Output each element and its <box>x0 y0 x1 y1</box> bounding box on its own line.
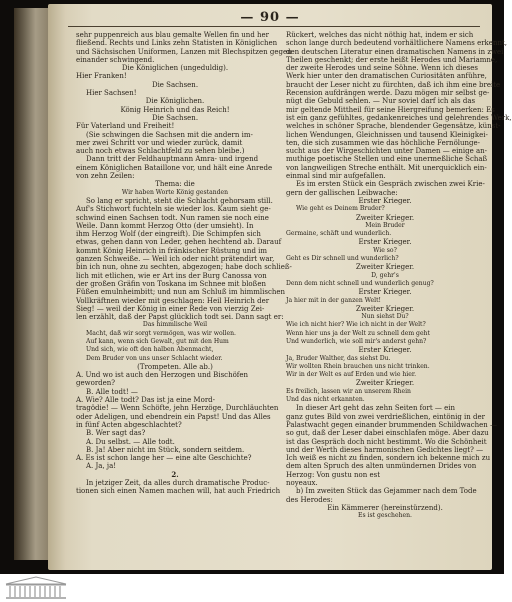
text-line: bin ich nun, ohne zu sechten, abgezogen; habe doch schließ- <box>76 263 292 272</box>
text-line: der großen Gräfin von Toskana im Schnee mit bloßen <box>76 279 266 288</box>
text-line: mir geltende Mittheil für seine Hiergreifung bemerken: Es <box>286 105 495 114</box>
text-line: Erster Krieger. <box>358 288 412 297</box>
text-line: tragödie! — Wenn Schöfte, jehn Herzöge, Durchläuchten <box>76 404 279 413</box>
text-line: und Sächsischen Uniformen, Lanzen mit Blechspitzen gegen <box>76 47 292 56</box>
text-line: B. Ja! Aber nicht im Stück, sondern seitdem. <box>86 445 245 454</box>
text-line: des Herodes: <box>286 495 333 504</box>
text-line: Theilen geschenkt; der erste heißt Herodes und Mariamne, <box>286 55 498 64</box>
text-line: Die Königlichen (ungeduldig). <box>121 64 229 73</box>
text-line: Erster Krieger. <box>358 346 412 355</box>
text-line: ist ein ganz gefühltes, gedankenreiches und gelehrendes Werk, <box>286 113 512 122</box>
text-line: Hier Franken! <box>76 72 127 81</box>
book-page <box>48 4 512 570</box>
text-line: von langweiligen Streche enthält. Mit unerquicklich ein- <box>286 163 487 172</box>
text-line: Erster Krieger. <box>358 196 412 205</box>
text-line: Hier Sachsen! <box>86 89 137 98</box>
text-line: Palastwacht gegen einander brummenden Schildwachen — <box>286 420 498 429</box>
library-logo-strip <box>0 574 504 602</box>
text-line: len erzählt, daß der Papst glücklich todt sei. Dann sagt er: <box>76 313 284 322</box>
text-line: oder Adeligen, und ebendrein ein Papst! Und das Alles <box>76 412 271 421</box>
text-line: Zweiter Krieger. <box>355 304 415 313</box>
text-line: So lang er spricht, steht die Schlacht gehorsam still. <box>86 196 273 205</box>
text-line: ist das Gespräch doch nicht bestimmt. Wo die Schönheit <box>286 437 487 446</box>
text-line: etwas, gehen dann von Leder, gehen hechtend ab. Darauf <box>76 238 282 247</box>
text-line: Ja hier mit in der ganzen Welt! <box>286 296 381 304</box>
text-line: Vollkräftnen wieder mit geschlagen: Heil Heinrich der <box>76 296 270 305</box>
text-line: ganz gutes Bild von zwei verdrießlichen, eintönig in der <box>286 412 486 421</box>
text-line: Ich weiß es nicht zu finden, sondern ich bekenne mich zu <box>286 454 491 463</box>
text-line: Macht, daß wir sorgt vermögen, was wir wollen. <box>86 329 236 337</box>
text-line: so gut, daß der Leser dabei einschlafen möge. Aber dazu <box>286 429 489 438</box>
text-line: Ein Kämmerer (hereinstürzend). <box>327 503 443 512</box>
text-line: Das himmlische Weil <box>142 321 208 329</box>
text-line: Recension aufdrängen werde. Dazu mögen mir selbst ge- <box>286 89 490 98</box>
text-line: kommt König Heinrich in fränkischer Rüstung und im <box>76 246 268 255</box>
left-page-edge <box>14 8 51 560</box>
page-number: — 90 — <box>240 10 300 25</box>
text-line: b) Im zweiten Stück das Gejammer nach dem Tode <box>296 487 477 496</box>
text-line: Für Vaterland und Freiheit! <box>76 122 175 131</box>
text-line: Mein Bruder <box>365 221 405 229</box>
text-line: Wir haben Worte König gestanden <box>121 188 229 196</box>
text-line: A. Du selbst. — Alle todt. <box>86 437 175 446</box>
text-line: König Heinrich und das Reich! <box>120 105 230 114</box>
text-line: In jetziger Zeit, da alles durch dramatische Produc- <box>86 479 270 488</box>
text-line: Werk hier unter den dramatischen Curiositäten anführe, <box>286 72 487 81</box>
text-line: Es im ersten Stück ein Gespräch zwischen zwei Krie- <box>296 180 485 189</box>
text-line: B. Wer sagt das? <box>86 429 146 438</box>
text-line: Denn dem nicht schnell und wunderlich genug? <box>286 279 434 287</box>
text-line: lich mit etlichen, wie er Art ins der Burg Canossa von <box>76 271 267 280</box>
text-line: Ja, Bruder Walther, das siehst Du. <box>286 354 391 362</box>
text-line: Zweiter Krieger. <box>355 379 415 388</box>
text-line: A. Ja, ja! <box>86 462 117 471</box>
text-line: Füßen emulnheimbitt; und nun am Schluß im himmlischen <box>76 288 286 297</box>
library-building-icon <box>4 576 68 600</box>
text-line: Rückert, welches das nicht nöthig hat, indem er sich <box>286 31 474 39</box>
text-line: Thema: die <box>155 180 195 189</box>
text-line: fließend. Rechts und Links zehn Statisten in Königlichen <box>76 39 278 48</box>
text-line: einem Königlichen Bataillone vor, und hält eine Anrede <box>76 163 273 172</box>
text-line: 2. <box>171 469 179 479</box>
text-line: D, gehr's <box>371 271 399 279</box>
text-line: auch noch etwas Schlachtfeld zu sehen bleibe.) <box>76 147 245 156</box>
text-line: Auf kann, wenn sich Gewalt, gut mit den Hum <box>86 337 229 345</box>
text-column-right <box>286 31 512 565</box>
text-line: mer zwei Schritt vor und wieder zurück, damit <box>76 138 243 147</box>
text-line: Herzog: Von gustu non est <box>286 470 381 479</box>
text-line: Und wunderlich, wie soll mir's anderst gehn? <box>286 337 427 345</box>
text-line: dem alten Spruch des alten unmündernen Drides von <box>286 462 477 471</box>
text-line: Auf's Stichwort fuchteln sie wieder los. Kaum sieht ge- <box>76 205 271 214</box>
text-line: sucht aus der Wirgeschichten unter Damen — einige an- <box>286 147 488 156</box>
text-line: ihm Herzog Wolf (der eingreift). Die Schimpfen sich <box>76 230 261 239</box>
text-line: Es freilich, lassen wir an unserem Rhein <box>286 387 411 395</box>
text-line: A. Wie? Alle todt? Das ist ja eine Mord- <box>76 396 216 405</box>
text-line: ten, die sich zusammen wie das höchliche Fernölunge- <box>286 138 481 147</box>
text-line: Sieg! — weil der König in einer Rede von vierzig Zei- <box>76 304 265 313</box>
text-line: Und das nicht erkannten. <box>286 396 365 404</box>
text-line: lichen Wendungen, Gleichnissen und tausend Kleinigkei- <box>286 130 488 139</box>
text-line: schwind einen Sachsen todt. Nun ramen sie noch eine <box>76 213 269 222</box>
text-line: B. Alle todt! — <box>86 387 138 396</box>
text-line: Zweiter Krieger. <box>355 263 415 272</box>
text-line: geworden? <box>76 379 116 388</box>
text-line: Wie geht es Deinem Bruder? <box>296 205 385 213</box>
text-line: in fünf Acten abgeschlachtet? <box>76 420 182 429</box>
text-line: A. Und wo ist auch den Herzogen und Bischöfen <box>76 371 249 380</box>
text-line: In dieser Art geht das zehn Seiten fort — ein <box>296 404 455 413</box>
text-line: Dann tritt der Feldhauptmann Amra- und irgend <box>86 155 259 164</box>
header-rule <box>68 26 480 27</box>
text-line: gern der gallischen Leibwache: <box>286 188 398 197</box>
text-line: Wir wollten Rhein brauchen uns nicht trinken. <box>286 362 430 370</box>
text-line: Wenn hier uns ja der Welt zu schnell dem geht <box>286 329 430 337</box>
text-line: Dem Bruder von uns unser Schlacht wieder. <box>86 354 223 362</box>
text-line: welches in schöner Sprache, blendender Gegensätze, künst- <box>286 122 501 131</box>
text-line: A. Es ist schon lange her — eine alte Geschichte? <box>76 454 252 463</box>
text-line: noyeaux. <box>286 479 318 488</box>
text-line: Und sich, wie oft den halben Abenmacht, <box>86 346 214 354</box>
text-line: Geht es Dir schnell und wunderlich? <box>286 255 399 263</box>
text-line: sehr puppenreich aus blau gemalte Wellen fin und her <box>76 31 270 39</box>
text-line: Nun siehst Du? <box>361 313 409 321</box>
text-line: Erster Krieger. <box>358 238 412 247</box>
text-line: und der Werth dieses harmonischen Gedichtes liegt? — <box>286 445 484 454</box>
text-line: Es ist geschehen. <box>358 512 412 520</box>
text-line: (Trompeten. Alle ab.) <box>137 362 213 371</box>
text-line: (Sie schwingen die Sachsen mit die andern im- <box>86 130 253 139</box>
text-line: schon lange durch bedeutend vorhältlichere Namens erkennt, <box>286 39 507 48</box>
text-line: einander schwingend. <box>76 55 155 64</box>
text-line: Wie so? <box>373 246 397 254</box>
text-line: Die Königlichen. <box>145 97 205 106</box>
text-line: muthige poetische Stellen und eine unermeßliche Schaß <box>286 155 488 164</box>
text-line: Wie ich nicht hier? Wie ich nicht in der Welt? <box>286 321 426 329</box>
text-line: einmal sind mir aufgefallen. <box>286 172 386 181</box>
text-line: Weile. Dann kommt Herzog Otto (der umsieht). In <box>76 221 254 230</box>
text-line: tionen sich einen Namen machen will, hat auch Friedrich <box>76 487 281 496</box>
text-line: den deutschen Literatur einen dramatischen Namens in zwei <box>286 47 504 56</box>
text-line: Wir in der Welt es auf Erden und wie hier. <box>286 371 417 379</box>
text-line: Die Sachsen. <box>151 80 199 89</box>
text-line: Germaine, schäft und wunderlich. <box>286 230 392 238</box>
text-line: nügt die Gebuld sehlen. — Nur soviel darf ich als das <box>286 97 476 106</box>
text-line: von zehn Zeilen: <box>76 172 135 181</box>
text-column-left <box>76 31 292 565</box>
text-line: ganzen Schweiße. — Weil ich oder nicht prätendirt war, <box>76 255 275 264</box>
text-line: braucht der Leser nicht zu fürchten, daß ich ihm eine breite <box>286 80 501 89</box>
text-line: Zweiter Krieger. <box>355 213 415 222</box>
text-line: der zweite Herodes und seine Söhne. Wenn ich dieses <box>286 64 478 73</box>
text-line: Die Sachsen. <box>151 113 199 122</box>
